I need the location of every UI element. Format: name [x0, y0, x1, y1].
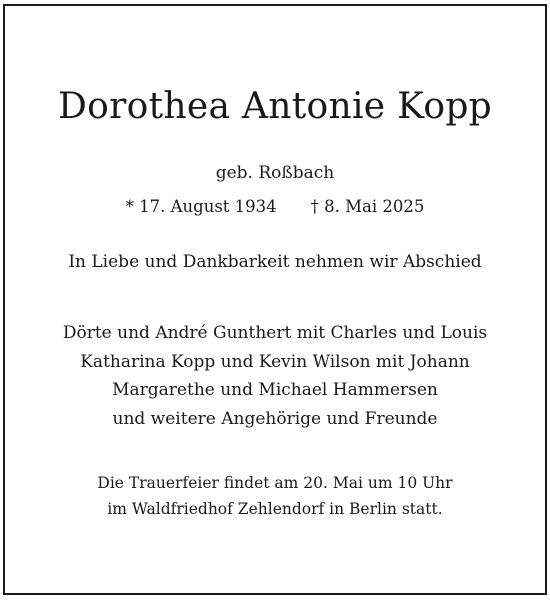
farewell-text: In Liebe und Dankbarkeit nehmen wir Abschied: [68, 252, 482, 272]
birth-date: * 17. August 1934: [125, 197, 277, 216]
deceased-name: Dorothea Antonie Kopp: [57, 86, 493, 127]
mourner-line: Katharina Kopp und Kevin Wilson mit Johann: [80, 351, 470, 372]
death-date: † 8. Mai 2025: [310, 197, 425, 216]
mourner-line: und weitere Angehörige und Freunde: [112, 408, 438, 429]
service-line: im Waldfriedhof Zehlendorf in Berlin statt.: [107, 500, 443, 518]
funeral-service-info: [0, 470, 550, 522]
mourner-line: Dörte und André Gunthert mit Charles und Louis: [62, 323, 488, 343]
birth-name: geb. Roßbach: [215, 163, 335, 183]
mourner-line: Margarethe und Michael Hammersen: [112, 380, 438, 400]
life-dates: [0, 197, 550, 216]
mourners-list: [0, 319, 550, 433]
service-line: Die Trauerfeier findet am 20. Mai um 10 Uhr: [97, 474, 453, 492]
